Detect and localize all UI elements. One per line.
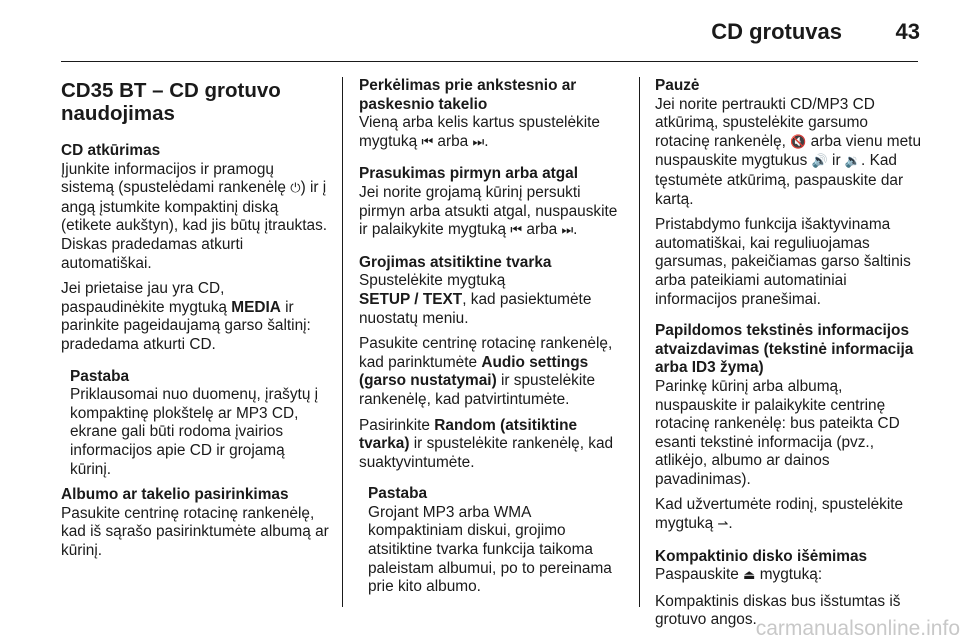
random-label: Random (atsitiktine tvarka) xyxy=(359,416,578,453)
note-box xyxy=(359,485,627,597)
subheading-cd-playback: CD atkūrimas xyxy=(61,142,161,159)
subheading-text-info: Papildomos tekstinės informacijos atvaizdavimas (tekstinė informacija arba ID3 žyma) xyxy=(655,322,914,377)
paragraph-album-select: Pasukite centrinę rotacinę rankenėlę, kad iš sąrašo pasirinktumėte albumą ar kūrinį. xyxy=(61,504,329,559)
section-heading: CD35 BT – CD grotuvo naudojimas xyxy=(61,79,281,125)
setup-text-label: SETUP / TEXT xyxy=(359,290,463,308)
subheading-track-skip: Perkėlimas prie ankstesnio ar paskesnio takelio xyxy=(359,77,577,113)
paragraph-setup-text: Spustelėkite mygtuką SETUP / TEXT, kad pasiektumėte nuostatų meniu. xyxy=(359,272,592,327)
page-number: 43 xyxy=(895,19,920,44)
paragraph-insert-disc: Įjunkite informacijos ir pramogų sistemą (spustelėdami rankenėlę ⏻) ir į angą įstumkite kompaktinį diską (etikete aukštyn), kad jis būtų įtrauktas. Diskas pradedamas atkurti automatiškai. xyxy=(61,160,328,272)
paragraph-pause: Jei norite pertraukti CD/MP3 CD atkūrimą, spustelėkite garsumo rotacinę rankenėlę, 🔇 arba vienu metu nuspauskite mygtukus 🔊 ir 🔉. Kad tęstumėte atkūrimą, paspauskite dar kartą. xyxy=(655,95,922,208)
column-1 xyxy=(61,77,329,567)
back-icon: ⇀ xyxy=(717,517,729,533)
column-divider-2 xyxy=(639,77,640,607)
skip-previous-icon: ⏮ xyxy=(510,223,523,239)
skip-next-icon: ⏭ xyxy=(561,223,574,239)
note-box xyxy=(61,368,329,480)
column-divider-1 xyxy=(342,77,343,607)
skip-previous-icon: ⏮ xyxy=(421,134,434,150)
paragraph-text-info: Parinkę kūrinį arba albumą, nuspauskite ir palaikykite centrinę rotacinę rankenėlę: bus pateikta CD esanti tekstinė informacija (pvz., atlikėjo, albumo ar dainos pavadinimas). xyxy=(655,377,900,488)
volume-down-icon: 🔉 xyxy=(844,154,862,170)
watermark: carmanualsonline.info xyxy=(755,617,960,640)
page-header-title: CD grotuvas xyxy=(711,19,842,44)
paragraph-track-skip: Vieną arba kelis kartus spustelėkite mygtuką ⏮ arba ⏭. xyxy=(359,114,600,150)
note-text: Grojant MP3 arba WMA kompaktiniam diskui, grojimo atsitiktine tvarka funkcija taikoma paleistam albumui, po to pereinama prie kito albumo. xyxy=(368,503,612,596)
note-title: Pastaba xyxy=(368,485,428,503)
subheading-album-select: Albumo ar takelio pasirinkimas xyxy=(61,486,289,504)
note-title: Pastaba xyxy=(70,367,130,385)
paragraph-eject-result: Kompaktinis diskas bus išstumtas iš grotuvo angos. xyxy=(655,592,901,629)
paragraph-pause-auto: Pristabdymo funkcija išaktyvinama automatiškai, kai reguliuojamas garsumas, pakeičiamas garso šaltinis arba pateikiami automatiniai informacijos pranešimai. xyxy=(655,216,911,308)
power-icon: ⏻ xyxy=(290,181,301,197)
subheading-pause: Pauzė xyxy=(655,77,700,94)
paragraph-random-select: Pasirinkite Random (atsitiktine tvarka) ir spustelėkite rankenėlę, kad suaktyvintumėte. xyxy=(359,416,614,471)
audio-settings-label: Audio settings (garso nustatymai) xyxy=(359,353,589,390)
column-2 xyxy=(359,77,627,604)
paragraph-audio-settings: Pasukite centrinę rotacinę rankenėlę, kad parinktumėte Audio settings (garso nustatymai) ir spustelėkite rankenėlę, kad patvirtintumėte. xyxy=(359,335,613,408)
paragraph-media-button: Jei prietaise jau yra CD, paspaudinėkite mygtuką MEDIA ir parinkite pageidaujamą garso šaltinį: pradedama atkurti CD. xyxy=(61,280,311,353)
volume-up-icon: 🔊 xyxy=(811,154,828,170)
subheading-random-play: Grojimas atsitiktine tvarka xyxy=(359,253,552,271)
header-divider xyxy=(61,61,918,62)
paragraph-eject: Paspauskite ⏏ mygtuką: xyxy=(655,566,823,584)
column-3 xyxy=(655,77,925,637)
eject-icon: ⏏ xyxy=(743,568,756,584)
media-button-label: MEDIA xyxy=(231,298,281,316)
skip-next-icon: ⏭ xyxy=(472,134,485,150)
mute-icon: 🔇 xyxy=(790,134,807,150)
subheading-fast-forward: Prasukimas pirmyn arba atgal xyxy=(359,165,578,183)
paragraph-close-view: Kad užvertumėte rodinį, spustelėkite mygtuką ⇀. xyxy=(655,496,904,533)
subheading-eject: Kompaktinio disko išėmimas xyxy=(655,547,868,565)
paragraph-fast-forward: Jei norite grojamą kūrinį persukti pirmyn arba atsukti atgal, nuspauskite ir palaikykite mygtuką ⏮ arba ⏭. xyxy=(359,183,618,239)
note-text: Priklausomai nuo duomenų, įrašytų į kompaktinę plokštelę ar MP3 CD, ekrane gali būti rodoma įvairios informacijos apie CD ir grojamą kūrinį. xyxy=(70,386,319,478)
